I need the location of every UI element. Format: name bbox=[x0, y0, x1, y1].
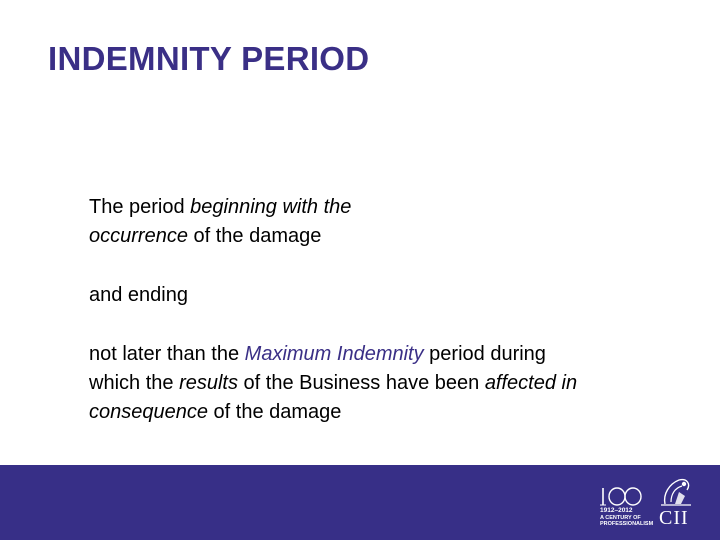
cii-logo-text: CII bbox=[659, 507, 689, 529]
paragraph-2-line-1: and ending bbox=[89, 284, 188, 306]
centenary-years: 1912–2012 bbox=[600, 507, 633, 514]
definition-paragraph-2 bbox=[89, 281, 689, 310]
cii-logo bbox=[657, 476, 697, 532]
text-run: of the damage bbox=[207, 401, 342, 423]
text-run: which the bbox=[89, 372, 180, 394]
italic-text-run: results bbox=[179, 372, 238, 394]
slide-title: INDEMNITY PERIOD bbox=[48, 40, 370, 77]
italic-text-run: consequence bbox=[89, 401, 208, 423]
paragraph-3-line-2 bbox=[89, 369, 689, 398]
definition-paragraph-3 bbox=[89, 340, 689, 427]
text-run: period during bbox=[423, 343, 546, 365]
italic-text-run: occurrence bbox=[89, 225, 188, 247]
cii-crest-icon bbox=[657, 476, 697, 508]
text-run: The period bbox=[89, 196, 191, 218]
definition-paragraph-1 bbox=[89, 193, 689, 251]
centenary-tagline-2: PROFESSIONALISM bbox=[600, 521, 654, 527]
paragraph-1-line-1 bbox=[89, 193, 689, 222]
centenary-logo bbox=[600, 485, 654, 529]
italic-text-run: affected in bbox=[484, 372, 578, 394]
text-run: of the damage bbox=[187, 225, 322, 247]
text-run: of the Business have been bbox=[237, 372, 485, 394]
highlighted-term: Maximum Indemnity bbox=[244, 343, 424, 365]
centenary-tagline-1: A CENTURY OF bbox=[600, 515, 641, 521]
italic-text-run: beginning with the bbox=[190, 196, 352, 218]
paragraph-1-line-2 bbox=[89, 222, 689, 251]
paragraph-3-line-3 bbox=[89, 398, 689, 427]
text-run: not later than the bbox=[89, 343, 245, 365]
centenary-100-mark-icon bbox=[600, 485, 650, 507]
slide-body bbox=[89, 193, 689, 427]
paragraph-3-line-1 bbox=[89, 340, 689, 369]
